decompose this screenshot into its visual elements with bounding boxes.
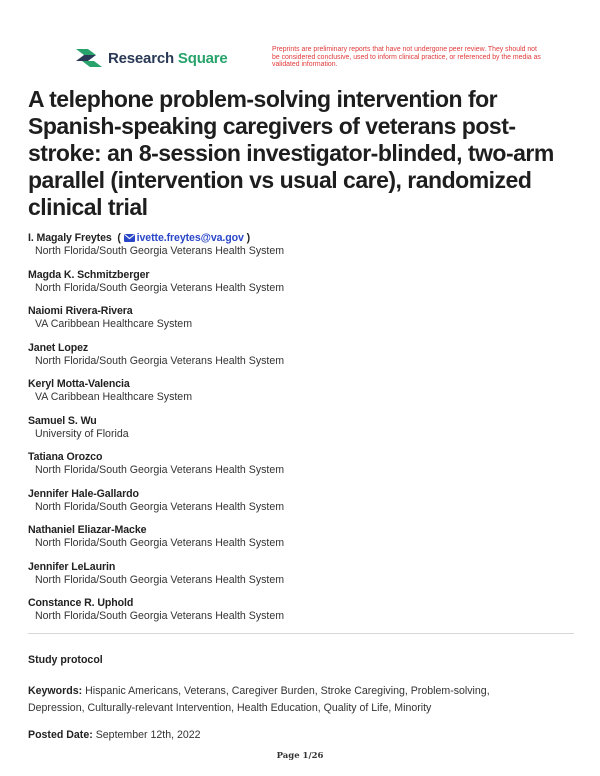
author-affiliation: North Florida/South Georgia Veterans Health System <box>35 537 285 549</box>
author-entry <box>28 342 568 368</box>
author-entry <box>28 415 568 441</box>
keywords-label: Keywords: <box>28 685 83 697</box>
author-name: Samuel S. Wu <box>28 414 97 427</box>
research-square-logo-icon <box>76 47 102 69</box>
section-divider <box>28 633 574 634</box>
author-name: Jennifer LeLaurin <box>28 560 116 573</box>
author-affiliation: North Florida/South Georgia Veterans Health System <box>35 245 285 257</box>
author-affiliation: VA Caribbean Healthcare System <box>35 391 193 403</box>
author-name: Constance R. Uphold <box>28 597 134 609</box>
author-affiliation: North Florida/South Georgia Veterans Health System <box>35 354 285 367</box>
author-name: Keryl Motta-Valencia <box>28 378 130 390</box>
author-entry <box>28 305 568 331</box>
keywords <box>28 683 548 717</box>
author-entry <box>28 488 568 514</box>
author-entry <box>28 561 568 587</box>
author-entry <box>28 524 568 550</box>
posted-date-value: September 12th, 2022 <box>95 729 201 741</box>
author-list <box>28 232 568 634</box>
author-name: Tatiana Orozco <box>28 451 103 463</box>
author-entry <box>28 232 568 258</box>
posted-date-label: Posted Date: <box>28 729 93 741</box>
author-entry <box>28 269 568 295</box>
logo-wordmark: Research Square <box>108 49 228 67</box>
author-name: Janet Lopez <box>28 341 89 354</box>
keywords-list: Hispanic Americans, Veterans, Caregiver Burden, Stroke Caregiving, Problem-solving, Depression, Culturally-relevant Intervention, Health Education, Quality of Life, Minority <box>28 685 490 714</box>
author-name: Jennifer Hale-Gallardo <box>28 487 139 500</box>
author-affiliation: North Florida/South Georgia Veterans Health System <box>35 500 285 513</box>
posted-date <box>28 729 201 741</box>
author-entry <box>28 597 568 623</box>
author-affiliation: University of Florida <box>35 427 129 440</box>
page-header <box>0 0 600 78</box>
author-email-link[interactable]: ivette.freytes@va.gov <box>124 232 244 244</box>
author-entry <box>28 378 568 404</box>
article-type: Study protocol <box>28 654 103 666</box>
author-affiliation: North Florida/South Georgia Veterans Health System <box>35 610 285 622</box>
preprint-disclaimer: Preprints are preliminary reports that have not undergone peer review. They should not be considered conclusive, used to inform clinical practice, or referenced by the media as validated information. <box>272 46 541 69</box>
author-name: Nathaniel Eliazar-Macke <box>28 524 147 536</box>
author-affiliation: North Florida/South Georgia Veterans Health System <box>35 464 285 476</box>
page-number: Page 1/26 <box>276 751 324 761</box>
author-affiliation: VA Caribbean Healthcare System <box>35 318 193 330</box>
author-entry <box>28 451 568 477</box>
mail-icon <box>124 234 135 242</box>
author-affiliation: North Florida/South Georgia Veterans Health System <box>35 281 285 294</box>
author-name: Magda K. Schmitzberger <box>28 268 150 281</box>
author-name: Naiomi Rivera-Rivera <box>28 305 133 317</box>
research-square-logo[interactable] <box>76 47 228 69</box>
author-affiliation: North Florida/South Georgia Veterans Health System <box>35 573 285 586</box>
author-name: I. Magaly Freytes ( ivette.freytes@va.gov ) <box>28 232 251 244</box>
paper-title: A telephone problem-solving intervention for Spanish-speaking caregivers of veterans post-stroke: an 8-session investigator-blinded, two-arm parallel (intervention vs usual care), randomized clinical trial <box>28 86 554 220</box>
